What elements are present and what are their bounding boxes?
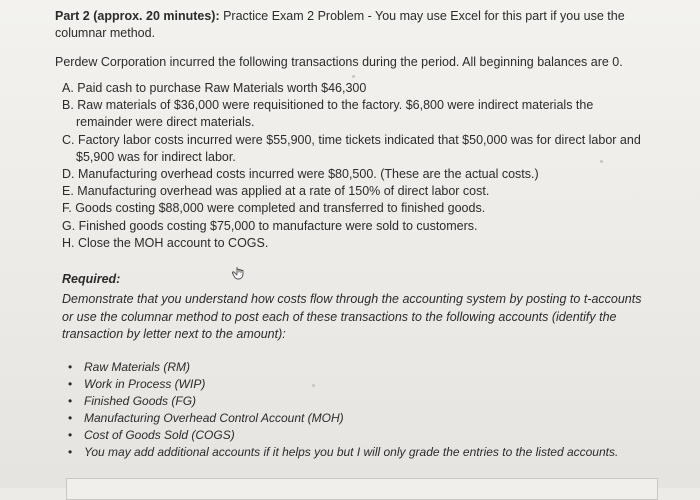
account-item: • Raw Materials (RM) xyxy=(62,359,642,376)
transaction-item: D. Manufacturing overhead costs incurred were $80,500. (These are the actual costs.) xyxy=(62,167,539,182)
transaction-item: C. Factory labor costs incurred were $55,900, time tickets indicated that $50,000 was for direct labor and $5,900 was for indirect labor. xyxy=(62,132,641,164)
speck xyxy=(352,75,355,78)
header-bold: Part 2 (approx. 20 minutes): xyxy=(55,9,220,23)
transaction-item: F. Goods costing $88,000 were completed and transferred to finished goods. xyxy=(62,201,486,216)
transaction-item: A. Paid cash to purchase Raw Materials worth $46,300 xyxy=(62,81,367,95)
speck xyxy=(600,160,603,163)
instructions-text: Demonstrate that you understand how costs flow through the accounting system by posting to t-accounts or use the columnar method to post each of these transactions to the following accounts (identify the transaction by letter next to the amount): xyxy=(62,292,642,341)
speck xyxy=(312,384,315,387)
exam-header xyxy=(55,8,655,42)
account-item: • Manufacturing Overhead Control Account (MOH) xyxy=(62,410,642,427)
transaction-item: G. Finished goods costing $75,000 to manufacture were sold to customers. xyxy=(62,218,478,233)
account-item: • You may add additional accounts if it helps you but I will only grade the entries to the listed accounts. xyxy=(62,444,642,461)
account-item: • Cost of Goods Sold (COGS) xyxy=(62,427,642,444)
account-item: • Finished Goods (FG) xyxy=(62,393,642,410)
transaction-item: H. Close the MOH account to COGS. xyxy=(62,235,269,250)
accounts-list xyxy=(62,359,642,462)
account-item: • Work in Process (WIP) xyxy=(62,376,642,393)
hand-cursor-icon xyxy=(232,266,246,280)
answer-box[interactable] xyxy=(66,478,658,500)
header-rest: Practice Exam 2 Problem - You may use Excel for this part if you use the columnar method. xyxy=(55,9,625,40)
transaction-list xyxy=(62,80,647,252)
required-heading: Required: xyxy=(62,272,121,286)
intro-text: Perdew Corporation incurred the following transactions during the period. All beginning balances are 0. xyxy=(55,55,623,69)
transaction-item: E. Manufacturing overhead was applied at a rate of 150% of direct labor cost. xyxy=(62,184,490,199)
transaction-item: B. Raw materials of $36,000 were requisitioned to the factory. $6,800 were indirect materials the remainder were direct materials. xyxy=(62,98,594,130)
